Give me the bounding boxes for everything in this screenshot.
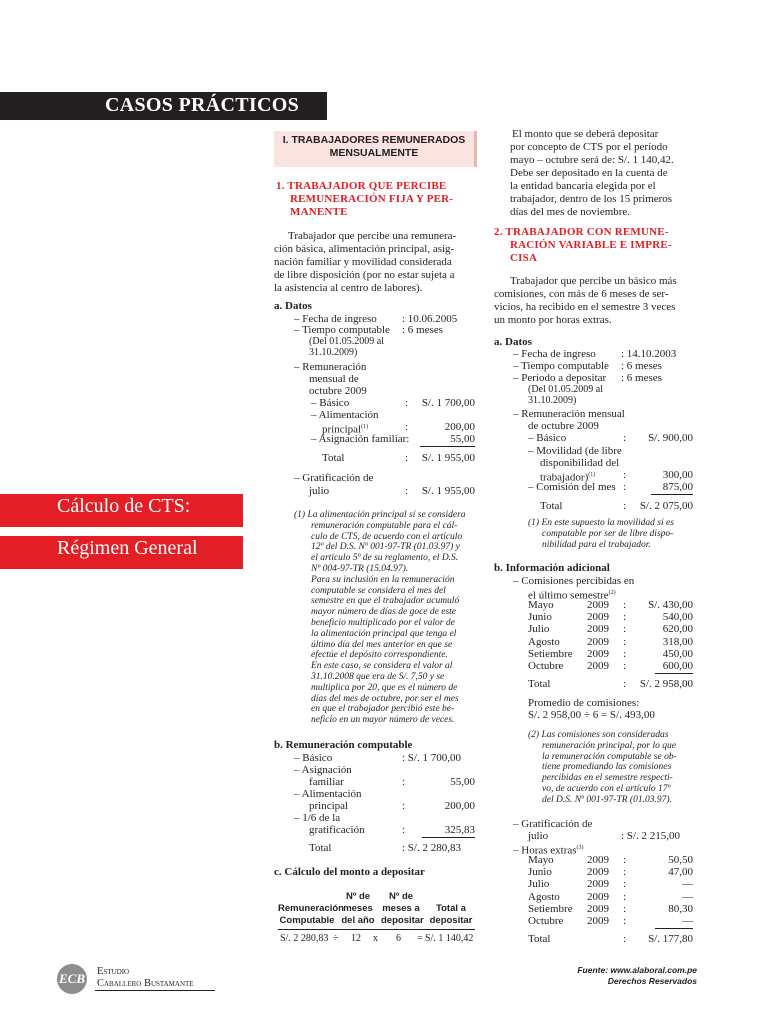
commission-month: Mayo (528, 599, 554, 611)
colon: : (623, 854, 627, 866)
s2-fecha-label: – Fecha de ingreso (513, 348, 596, 360)
overtime-month: Setiembre (528, 902, 573, 915)
intro-line: Debe ser depositado en la cuenta de (510, 167, 668, 179)
s2-intro: un monto por horas extras. (494, 314, 612, 326)
footnote-line: en que el trabajador percibió este be- (311, 704, 455, 715)
s2-total-label: Total (540, 500, 563, 512)
s1-intro: la asistencia al centro de labores). (274, 282, 423, 294)
s1-b-total: Total (309, 842, 332, 854)
footnote-line: tiene promediando las comisiones (542, 762, 672, 773)
commission-year: 2009 (587, 660, 609, 672)
intro-line: trabajador, dentro de los 15 primeros (510, 193, 673, 205)
colon: : (623, 678, 627, 690)
s2-grat-value: : S/. 2 215,00 (621, 830, 680, 842)
s1-rem-3: octubre 2009 (309, 385, 367, 397)
s2-basico-label: – Básico (528, 432, 567, 444)
s1-b-grat-1: – 1/6 de la (294, 812, 341, 824)
banner-title: CASOS PRÁCTICOS (105, 94, 299, 116)
s2-periodo-value: : 6 meses (621, 372, 662, 384)
s2-ot-total-label: Total (528, 933, 551, 945)
s2-datos-label: a. Datos (494, 336, 532, 348)
colon: : (405, 421, 409, 433)
s1-rem-2: mensual de (309, 373, 359, 385)
s1-b-basico-value: : S/. 1 700,00 (402, 752, 461, 764)
s1-b-asig-2: familiar (309, 776, 344, 788)
intro-line: por concepto de CTS por el período (510, 141, 668, 153)
colon: : (623, 890, 627, 903)
s2-intro: comisiones, con más de 6 meses de ser- (494, 288, 669, 300)
commission-value: 318,00 (662, 635, 693, 648)
overtime-month: Agosto (528, 890, 560, 903)
s1-tiempo-label: – Tiempo computable (294, 324, 390, 336)
colon: : (623, 647, 627, 660)
colon: : (623, 432, 627, 444)
s1-b-label: b. Remuneración computable (274, 739, 413, 751)
colon: : (402, 800, 406, 812)
footnote-line: último día del mes anterior en que se (311, 639, 453, 650)
commission-month: Setiembre (528, 647, 573, 660)
s2-com-head-1: – Comisiones percibidas en (513, 575, 635, 587)
commission-month: Octubre (528, 660, 564, 672)
colon: : (623, 611, 627, 624)
colon: : (623, 635, 627, 648)
s1-basico-label: – Básico (311, 397, 350, 409)
footnote-line: semestre en que el trabajador acumuló (311, 596, 460, 607)
footnote-line: el artículo 5º de su reglamento, el D.S. (311, 553, 459, 564)
commission-value: S/. 430,00 (648, 599, 693, 611)
colon: : (623, 500, 627, 512)
commission-value: 620,00 (662, 623, 693, 636)
colon: : (623, 878, 627, 891)
colon: : (623, 481, 627, 493)
s2-total-value: S/. 2 075,00 (639, 500, 693, 512)
s2-mov-1: – Movilidad (de libre (528, 445, 622, 457)
s1-basico-value: S/. 1 700,00 (421, 397, 475, 409)
s1-intro: Trabajador que percibe una remunera- (288, 230, 457, 242)
s1-alim-value: 200,00 (444, 421, 475, 433)
tbl-cell: S/. 2 280,83 (280, 933, 329, 944)
footnote-line: mayor número de días de goce de este (311, 607, 457, 618)
s2-promedio-label: Promedio de comisiones: (528, 697, 640, 709)
colon: : (623, 902, 627, 915)
overtime-value: 80,30 (668, 902, 693, 915)
overtime-year: 2009 (587, 915, 609, 927)
footnote-line: la remuneración computable se ob- (542, 751, 677, 762)
s1-asig-value: 55,00 (420, 433, 475, 447)
s2-promedio-value: S/. 2 958,00 ÷ 6 = S/. 493,00 (528, 709, 655, 721)
s1-b-grat-2: gratificación (309, 824, 365, 836)
footnote-line: la alimentación principal que tenga el (311, 628, 457, 639)
colon: : (623, 660, 627, 672)
overtime-value: — (682, 878, 693, 891)
s2-ot-total-value: S/. 177,80 (648, 933, 693, 945)
s2-intro: Trabajador que percibe un básico más (510, 275, 677, 287)
overtime-value: 50,50 (668, 854, 693, 866)
footnote-line: remuneración principal, por lo que (542, 740, 676, 751)
overtime-value: — (682, 890, 693, 903)
s1-b-total-value: : S/. 2 280,83 (402, 842, 461, 854)
s2-mov-2: disponibilidad del (540, 457, 620, 469)
overtime-year: 2009 (587, 902, 609, 915)
s2-note1: computable por ser de libre dispo- (542, 529, 674, 539)
s1-total-label: Total (322, 452, 345, 464)
intro-line: mayo – octubre será de: S/. 1 140,42. (510, 154, 674, 166)
side-label-regimen: Régimen General (0, 536, 243, 569)
footnote-line: beneficio multiplicado por el valor de (311, 618, 455, 628)
commission-value: 540,00 (662, 611, 693, 624)
commission-year: 2009 (587, 623, 609, 636)
footnote-line: días del mes de octubre, por ser el mes (311, 693, 459, 704)
tbl-cell: = (417, 933, 423, 944)
s1-grat-2: julio (309, 485, 330, 497)
overtime-month: Junio (528, 866, 552, 879)
s2-com-total-value: S/. 2 958,00 (639, 678, 693, 690)
footnote-line: remuneración computable para el cál- (311, 520, 458, 531)
section-box-title: I. TRABAJADORES REMUNERADOS MENSUALMENTE (282, 134, 466, 159)
footnote-line: neficio en un mayor número de veces. (311, 715, 455, 726)
s2-heading-3: CISA (510, 252, 538, 264)
tbl-cell: x (373, 933, 378, 944)
footnote-line: computable se considera el mes del (311, 585, 446, 596)
s1-fecha-label: – Fecha de ingreso (294, 313, 377, 325)
footnote-line: del D.S. Nº 001-97-TR (01.03.97). (542, 794, 672, 805)
s1-asig-label: – Asignación familiar: (311, 433, 410, 445)
colon: : (623, 866, 627, 879)
s1-intro: de libre disposición (por no estar sujeta a (274, 269, 455, 281)
tbl-cell: 12 (351, 933, 361, 944)
intro-line: El monto que se deberá depositar (512, 128, 659, 140)
s2-rem-2: de octubre 2009 (528, 420, 599, 432)
tbl-cell: S/. 1 140,42 (425, 933, 474, 944)
s1-del-2: 31.10.2009) (309, 347, 358, 358)
s2-note1: (1) En este supuesto la movilidad sí es (528, 518, 674, 528)
s1-del-1: (Del 01.05.2009 al (309, 336, 384, 347)
tbl-h2: Nº de meses del año (341, 891, 375, 926)
s1-b-asig-1: – Asignación (294, 764, 352, 776)
commission-year: 2009 (587, 611, 609, 624)
overtime-value: 47,00 (668, 866, 693, 879)
commission-month: Julio (528, 623, 550, 636)
s2-com-value: 875,00 (651, 481, 693, 495)
overtime-year: 2009 (587, 854, 609, 866)
s1-b-asig-value: 55,00 (450, 776, 475, 788)
footnote-line: Nº 004-97-TR (15.04.97). (311, 564, 409, 574)
s1-total-value: S/. 1 955,00 (421, 452, 475, 464)
footnote-line: culo de CTS, de acuerdo con el artículo (311, 531, 463, 542)
tbl-cell: 6 (396, 933, 401, 944)
footnote-line: 31.10.2008 que era de S/. 7,50 y se (311, 672, 445, 682)
footnote-line: percibidas en el semestre respecti- (542, 773, 673, 784)
tbl-h4: Total a depositar (429, 903, 473, 926)
s2-note1: nibilidad para el trabajador. (542, 540, 651, 550)
s2-b-label: b. Información adicional (494, 562, 610, 574)
s1-intro: ción básica, alimentación principal, asig- (274, 243, 455, 255)
brand-logo: ECB (57, 964, 87, 994)
commission-year: 2009 (587, 647, 609, 660)
s1-b-alim-value: 200,00 (444, 800, 475, 812)
commission-year: 2009 (587, 635, 609, 648)
intro-line: días del mes de noviembre. (510, 206, 631, 218)
tbl-rule (278, 929, 475, 930)
s2-com-total-label: Total (528, 678, 551, 690)
s1-heading-2: REMUNERACIÓN FIJA Y PER- (290, 193, 454, 205)
s1-tiempo-value: : 6 meses (402, 324, 443, 336)
s1-fecha-value: : 10.06.2005 (402, 313, 458, 325)
s1-rem-1: – Remuneración (294, 361, 367, 373)
brand-divider (95, 990, 215, 991)
commission-value: 600,00 (655, 660, 693, 674)
s1-b-basico: – Básico (294, 752, 333, 764)
s1-b-alim-2: principal (309, 800, 349, 812)
s2-com-label: – Comisión del mes (528, 481, 616, 493)
s1-alim-2: principal$^{(1)}$ (322, 423, 369, 436)
footnote-line: vo, de acuerdo con el artículo 17º (542, 784, 671, 794)
footnote-line: 12º del D.S. Nº 001-97-TR (01.03.97) y (311, 542, 460, 553)
colon: : (402, 824, 406, 836)
s2-grat-2: julio (528, 830, 549, 842)
s2-del-2: 31.10.2009) (528, 395, 577, 406)
overtime-month: Mayo (528, 854, 554, 866)
overtime-value: — (655, 915, 693, 929)
footnote-line: multiplica por 20, que es el número de (311, 682, 458, 693)
s2-periodo-label: – Período a depositar (513, 372, 607, 384)
s2-heading-2: RACIÓN VARIABLE E IMPRE- (510, 239, 672, 251)
s2-tiempo-label: – Tiempo computable (513, 360, 609, 372)
colon: : (405, 485, 409, 497)
s2-del-1: (Del 01.05.2009 al (528, 384, 603, 395)
footnote-line: En este caso, se considera el valor al (311, 661, 453, 672)
colon: : (402, 776, 406, 788)
section-box (274, 131, 477, 167)
s1-grat-1: – Gratificación de (294, 472, 374, 484)
colon: : (623, 933, 627, 945)
commission-month: Junio (528, 611, 552, 624)
s1-b-alim-1: – Alimentación (294, 788, 362, 800)
section-banner (0, 92, 327, 120)
s2-tiempo-value: : 6 meses (621, 360, 662, 372)
footnote-line: Para su inclusión en la remuneración (311, 574, 455, 585)
overtime-month: Octubre (528, 915, 564, 927)
s2-heading-1: 2. TRABAJADOR CON REMUNE- (494, 226, 669, 238)
commission-month: Agosto (528, 635, 560, 648)
commission-year: 2009 (587, 599, 609, 611)
colon: : (623, 599, 627, 611)
tbl-h3: Nº de meses a depositar (381, 891, 424, 926)
tbl-h1: Remuneración Computable (278, 903, 344, 926)
tbl-cell: ÷ (333, 933, 339, 944)
s1-grat-value: S/. 1 955,00 (421, 485, 475, 497)
colon: : (623, 915, 627, 927)
s2-horas-label: – Horas extras$^{(3)}$ (513, 844, 584, 857)
s1-c-label: c. Cálculo del monto a depositar (274, 866, 425, 878)
overtime-month: Julio (528, 878, 550, 891)
intro-line: la entidad bancaria elegida por el (510, 180, 656, 192)
s2-rem-1: – Remuneración mensual (513, 408, 625, 420)
s1-datos-label: a. Datos (274, 300, 312, 312)
s2-basico-value: S/. 900,00 (648, 432, 693, 444)
s2-com-head-2: el último semestre$^{(2)}$ (528, 589, 616, 602)
footnote-line: (1) La alimentación principal sí se considera (294, 510, 466, 520)
overtime-year: 2009 (587, 890, 609, 903)
s2-mov-3: trabajador)$^{(1)}$ (540, 471, 596, 484)
s2-fecha-value: : 14.10.2003 (621, 348, 677, 360)
s1-b-grat-value: 325,83 (422, 824, 475, 838)
brand-line-2: Caballero Bustamante (97, 978, 194, 989)
colon: : (405, 397, 409, 409)
s2-grat-1: – Gratificación de (513, 818, 593, 830)
colon: : (623, 469, 627, 481)
footnote-line: (2) Las comisiones son consideradas (528, 730, 669, 740)
footnote-line: efectúe el depósito correspondiente. (311, 650, 448, 661)
s1-heading-3: MANENTE (290, 206, 348, 218)
overtime-year: 2009 (587, 866, 609, 879)
colon: : (405, 452, 409, 464)
commission-value: 450,00 (662, 647, 693, 660)
s2-mov-value: 300,00 (662, 469, 693, 481)
brand-line-1: Estudio (97, 966, 130, 977)
s2-intro: vicios, ha recibido en el semestre 3 veces (494, 301, 676, 313)
overtime-year: 2009 (587, 878, 609, 891)
s1-intro: nación familiar y movilidad considerada (274, 256, 452, 268)
s1-heading-1: 1. TRABAJADOR QUE PERCIBE (276, 180, 447, 192)
footer-rights: Derechos Reservados (607, 976, 697, 986)
s1-alim-1: – Alimentación (311, 409, 379, 421)
footer-source: Fuente: www.alaboral.com.pe (577, 965, 697, 975)
side-label-calculo: Cálculo de CTS: (0, 494, 243, 527)
colon: : (623, 623, 627, 636)
